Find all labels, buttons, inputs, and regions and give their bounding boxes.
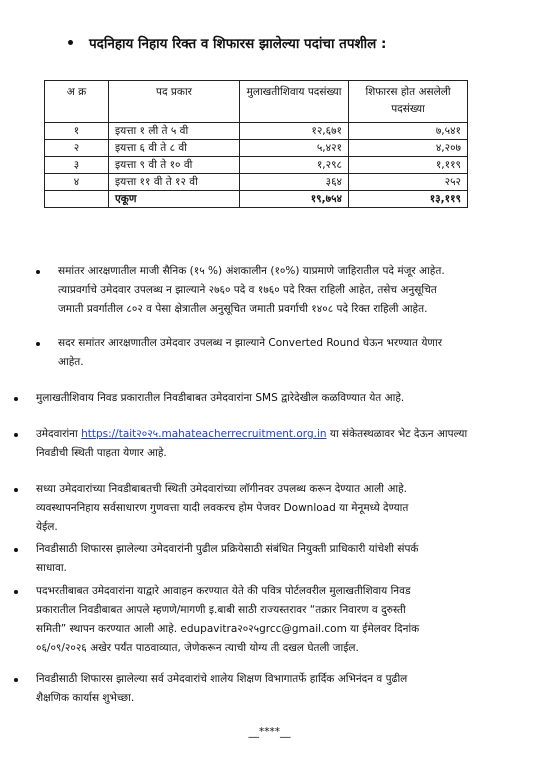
paragraph-line: मुलाखतीशिवाय निवड प्रकारातील निवडीबाबत उमेदवारांना SMS द्वारेदेखील कळविण्यात येत आहे.: [36, 392, 405, 404]
header-serial: अ क्र: [45, 81, 109, 123]
paragraph-line: शैक्षणिक कार्यास शुभेच्छा.: [36, 692, 135, 704]
bullet-icon: [68, 40, 73, 45]
paragraph-line: निवडीसाठी शिफारस झालेल्या उमेदवारांनी पुढील प्रक्रियेसाठी संबंधित नियुक्ती प्राधिकारी यांचेशी संपर्क: [36, 543, 419, 555]
list-item: [36, 262, 445, 319]
paragraph-text: या संकेतस्थळावर भेट देऊन आपल्या: [326, 428, 468, 440]
list-item: [14, 425, 467, 463]
bullet-icon: [14, 590, 18, 594]
cell-serial: १: [45, 123, 109, 140]
cell-without-interview: ५,४२१: [240, 140, 349, 157]
cell-post-type: इयत्ता ६ वी ते ८ वी: [109, 140, 240, 157]
cell-recommended: ७,५४१: [349, 123, 468, 140]
posts-table: [44, 80, 468, 208]
cell-serial: २: [45, 140, 109, 157]
paragraph-line: समिती” स्थापन करण्यात आली आहे. edupavitra२०२५grcc@gmail.com या ईमेलवर दिनांक: [36, 623, 420, 635]
cell-recommended: ४,२०७: [349, 140, 468, 157]
paragraph-line: आहेत.: [58, 356, 84, 368]
bullet-icon: [14, 488, 18, 492]
bullet-icon: [36, 342, 40, 346]
paragraph-line: जमाती प्रवर्गातील ८०२ व पेसा क्षेत्रातील अनुसूचित जमाती प्रवर्गाची १४०८ पदे रिक्त राहिली आहेत.: [58, 303, 428, 315]
table-row: [45, 140, 468, 157]
bullet-icon: [14, 397, 18, 401]
paragraph-line: ०६/०९/२०२६ अखेर पर्यंत पाठवाव्यात, जेणेकरून त्याची योग्य ती दखल घेतली जाईल.: [36, 642, 359, 654]
cell-post-type: इयत्ता १ ली ते ५ वी: [109, 123, 240, 140]
cell-total-recommended: १३,११९: [349, 191, 468, 208]
heading-text: पदनिहाय निहाय रिक्त व शिफारस झालेल्या पदांचा तपशील :: [89, 36, 387, 52]
paragraph-line: येईल.: [36, 521, 58, 533]
list-item: [14, 389, 404, 408]
list-item: [36, 334, 442, 372]
cell-serial: ३: [45, 157, 109, 174]
cell-serial: [45, 191, 109, 208]
paragraph-line: पदभरतीबाबत उमेदवारांना याद्वारे आवाहन करण्यात येते की पवित्र पोर्टलवरील मुलाखतीशिवाय निवड: [36, 585, 411, 597]
cell-recommended: १,११९: [349, 157, 468, 174]
paragraph-line: त्याप्रवर्गाचे उमेदवार उपलब्ध न झाल्याने २७६० पदे व १७६० पदे रिक्त राहिली आहेत, तसेच अनुसूचित: [58, 284, 437, 296]
end-marker: __****__: [248, 726, 291, 738]
bullet-icon: [14, 433, 18, 437]
cell-total-without-interview: १९,७५४: [240, 191, 349, 208]
paragraph-text: उमेदवारांना: [36, 428, 82, 440]
cell-post-type: इयत्ता ९ वी ते १० वी: [109, 157, 240, 174]
cell-serial: ४: [45, 174, 109, 191]
paragraph-line: निवडीसाठी शिफारस झालेल्या सर्व उमेदवारांचे शालेय शिक्षण विभागातर्फे हार्दिक अभिनंदन व पुढील: [36, 673, 408, 685]
header-without-interview: मुलाखतीशिवाय पदसंख्या: [240, 81, 349, 123]
header-recommended: शिफारस होत असलेली पदसंख्या: [349, 81, 468, 123]
paragraph-line: सध्या उमेदवारांच्या निवडीबाबतची स्थिती उमेदवारांच्या लॉगीनवर उपलब्ध करून देण्यात आली आहे.: [36, 483, 407, 495]
paragraph-line: व्यवस्थापननिहाय सर्वसाधारण गुणवत्ता यादी लवकरच होम पेजवर Download या मेनूमध्ये देण्यात: [36, 502, 409, 514]
bullet-icon: [36, 270, 40, 274]
table-row: [45, 157, 468, 174]
paragraph-line: समांतर आरक्षणातील माजी सैनिक (१५ %) अंशकालीन (१०%) याप्रमाणे जाहिरातील पदे मंजूर आहेत.: [58, 265, 445, 277]
list-item: [14, 480, 408, 537]
cell-without-interview: १,२९८: [240, 157, 349, 174]
cell-without-interview: १२,६७१: [240, 123, 349, 140]
paragraph-line: [36, 425, 467, 444]
table-header-row: [45, 81, 468, 123]
table-row: [45, 174, 468, 191]
paragraph-line: निवडीची स्थिती पाहता येणार आहे.: [36, 447, 167, 459]
portal-link[interactable]: https://tait२०२५.mahateacherrecruitment.org.in: [81, 428, 327, 440]
list-item: [14, 540, 418, 578]
bullet-icon: [14, 678, 18, 682]
table-total-row: [45, 191, 468, 208]
section-heading: [68, 34, 386, 52]
header-post-type: पद प्रकार: [109, 81, 240, 123]
cell-total-label: एकूण: [109, 191, 240, 208]
list-item: [14, 582, 419, 658]
paragraph-line: साधावा.: [36, 562, 67, 574]
table-row: [45, 123, 468, 140]
cell-without-interview: ३६४: [240, 174, 349, 191]
cell-post-type: इयत्ता ११ वी ते १२ वी: [109, 174, 240, 191]
paragraph-line: सदर समांतर आरक्षणातील उमेदवार उपलब्ध न झाल्याने Converted Round घेऊन भरण्यात येणार: [58, 337, 443, 349]
cell-recommended: २५२: [349, 174, 468, 191]
list-item: [14, 670, 407, 708]
paragraph-line: प्रकारातील निवडीबाबत आपले म्हणणे/मागणी इ.बाबी साठी राज्यस्तरावर “तक्रार निवारण व दुरुस्ती: [36, 604, 406, 616]
bullet-icon: [14, 548, 18, 552]
